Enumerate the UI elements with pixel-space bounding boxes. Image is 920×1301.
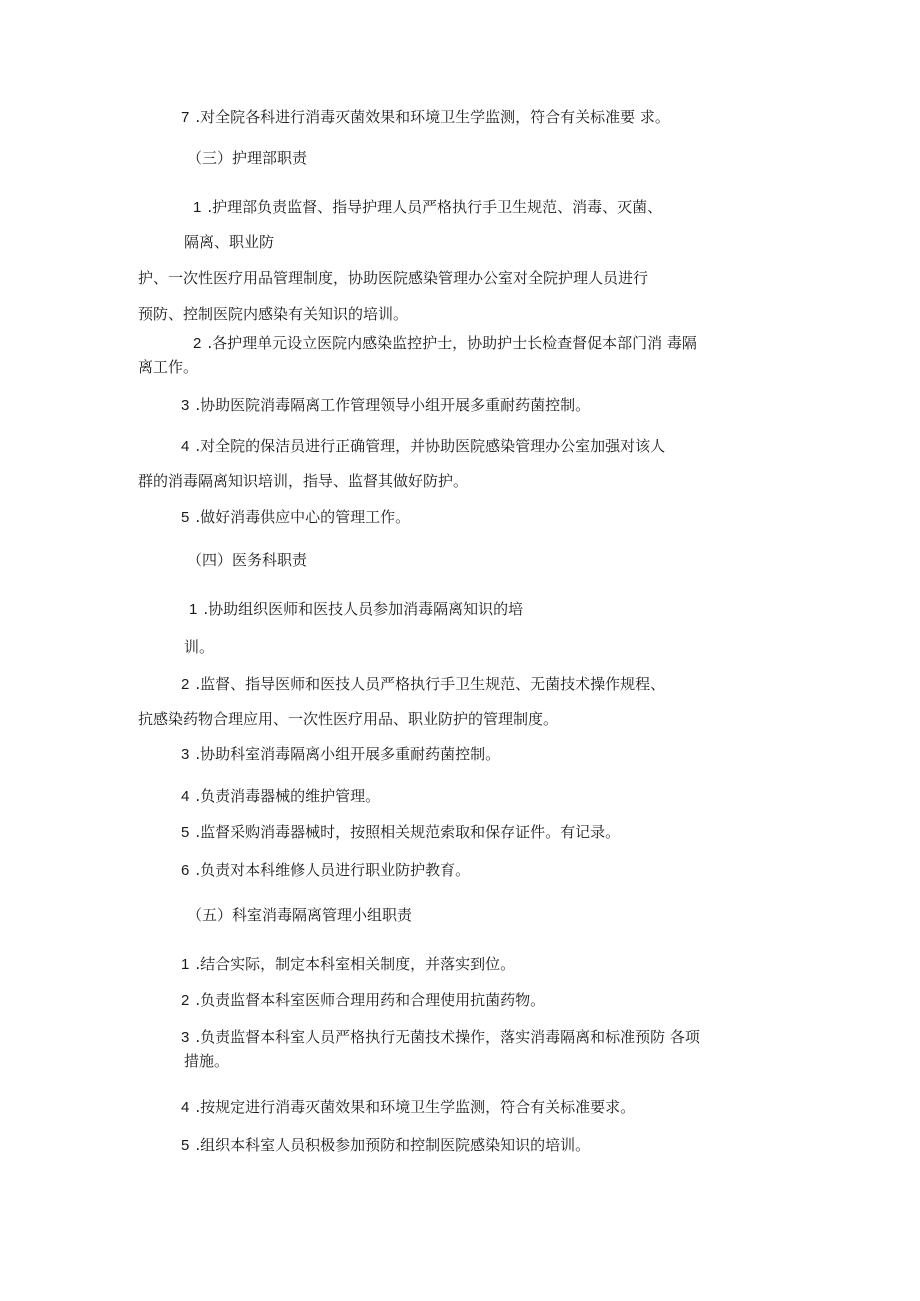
item-number: 3 [181,746,190,763]
dept-item-5 [181,1135,590,1156]
item-text: 训。 [184,638,215,656]
item-number: 7 [181,109,190,126]
item-text: .结合实际，制定本科室相关制度，并落实到位。 [195,955,516,973]
item-text: 护、一次性医疗用品管理制度，协助医院感染管理办公室对全院护理人员进行 [138,269,649,287]
medical-item-3 [181,744,500,765]
item-text: .监督采购消毒器械时，按照相关规范索取和保存证件。有记录。 [195,823,621,841]
item-number: 1 [189,601,198,618]
item-number: 4 [181,438,190,455]
item-text: .负责监督本科室医师合理用药和合理使用抗菌药物。 [195,991,546,1009]
nursing-item-1-line-1 [193,197,662,218]
item-text: .护理部负责监督、指导护理人员严格执行手卫生规范、消毒、灭菌、 [207,198,663,216]
nursing-item-1-line-3 [138,268,648,288]
item-number: 3 [181,397,190,414]
item-number: 4 [181,1099,190,1116]
item-text: .协助科室消毒隔离小组开展多重耐药菌控制。 [195,745,501,763]
section-heading-department [187,905,412,925]
item-text: .负责监督本科室人员严格执行无菌技术操作，落实消毒隔离和标准预防 各项 [195,1028,700,1046]
medical-item-2-line-2 [138,709,558,729]
item-number: 5 [181,1137,190,1154]
item-7-line [181,107,670,128]
section-heading-nursing [187,148,307,168]
item-text: .对全院的保洁员进行正确管理，并协助医院感染管理办公室加强对该人 [195,437,666,455]
item-text: .各护理单元设立医院内感染监控护士，协助护士长检查督促本部门消 毒隔 [207,334,697,352]
dept-item-3-line-1 [181,1027,700,1048]
item-text: .负责消毒器械的维护管理。 [195,787,381,805]
item-text: 群的消毒隔离知识培训，指导、监督其做好防护。 [138,472,469,490]
medical-item-1-line-2 [184,637,214,657]
nursing-item-1-line-4 [138,304,408,324]
dept-item-4 [181,1097,635,1118]
section-heading-medical [187,550,307,570]
medical-item-6 [181,860,470,881]
item-text: 抗感染药物合理应用、一次性医疗用品、职业防护的管理制度。 [138,710,559,728]
nursing-item-1-line-2 [184,232,274,252]
item-number: 6 [181,862,190,879]
item-text: 离工作。 [138,358,199,376]
item-number: 5 [181,824,190,841]
item-number: 2 [181,676,190,693]
heading-text: （五）科室消毒隔离管理小组职责 [187,906,413,924]
nursing-item-3 [181,395,590,416]
item-text: .做好消毒供应中心的管理工作。 [195,508,411,526]
nursing-item-4-line-2 [138,471,468,491]
heading-text: （三）护理部职责 [187,149,308,167]
dept-item-2 [181,990,545,1011]
item-text: .协助组织医师和医技人员参加消毒隔离知识的培 [203,600,524,618]
nursing-item-5 [181,507,410,528]
item-text: .按规定进行消毒灭菌效果和环境卫生学监测，符合有关标准要求。 [195,1098,636,1116]
nursing-item-2-line-2 [138,357,198,377]
item-number: 1 [181,956,190,973]
item-text: .负责对本科维修人员进行职业防护教育。 [195,861,471,879]
heading-text: （四）医务科职责 [187,551,308,569]
item-number: 2 [193,335,202,352]
item-number: 1 [193,199,202,216]
item-text: .协助医院消毒隔离工作管理领导小组开展多重耐药菌控制。 [195,396,591,414]
item-text: 隔离、职业防 [184,233,275,251]
medical-item-4 [181,786,380,807]
item-number: 5 [181,509,190,526]
item-number: 2 [181,992,190,1009]
item-text: .监督、指导医师和医技人员严格执行手卫生规范、无菌技术操作规程、 [195,675,666,693]
medical-item-1-line-1 [189,599,523,620]
medical-item-2-line-1 [181,674,665,695]
item-number: 4 [181,788,190,805]
item-number: 3 [181,1029,190,1046]
item-text: 措施。 [184,1052,230,1070]
dept-item-1 [181,954,515,975]
nursing-item-2-line-1 [193,333,697,354]
item-text: 预防、控制医院内感染有关知识的培训。 [138,305,409,323]
item-text: .对全院各科进行消毒灭菌效果和环境卫生学监测，符合有关标准要 求。 [195,108,670,126]
dept-item-3-line-2 [184,1051,229,1071]
nursing-item-4-line-1 [181,436,665,457]
item-text: .组织本科室人员积极参加预防和控制医院感染知识的培训。 [195,1136,591,1154]
medical-item-5 [181,822,620,843]
